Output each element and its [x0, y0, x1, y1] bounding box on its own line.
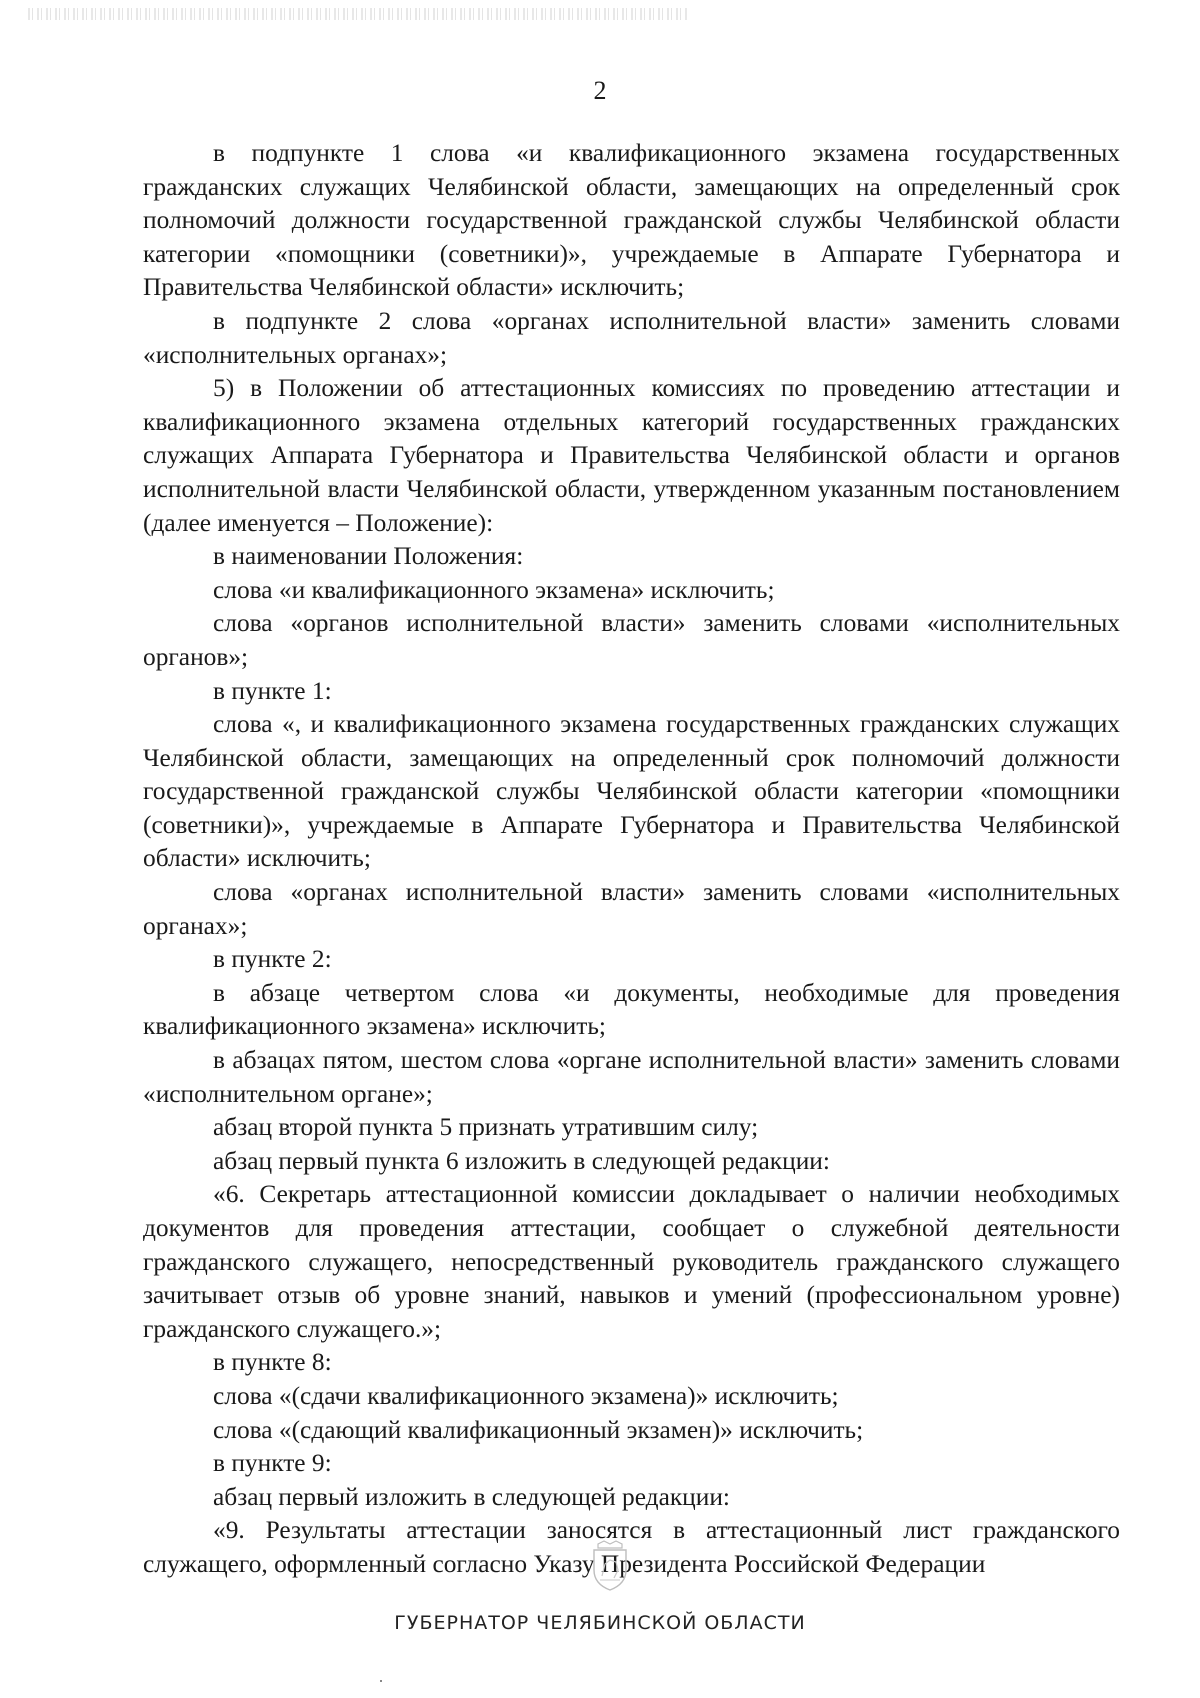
paragraph: в пункте 9:	[213, 1449, 332, 1478]
page-number: 2	[593, 76, 607, 105]
paragraph: абзац второй пункта 5 признать утратившим силу;	[213, 1113, 759, 1142]
paragraph: «6. Секретарь аттестационной комиссии докладывает о наличии необходимых документов для проведения аттестации, сообщает о служебной деятельности гражданского служащего, непосредственный руководитель гражданского служащего зачитывает отзыв об уровне знаний, навыков и умений (профессиональном уровне) гражданского служащего.»;	[143, 1180, 1120, 1343]
paragraph: «9. Результаты аттестации заносятся в аттестационный лист гражданского служащего, оформленный согласно Указу Президента Российской Федерации	[143, 1516, 1120, 1578]
paragraph: слова «органах исполнительной власти» заменить словами «исполнительных органах»;	[143, 878, 1120, 940]
coat-of-arms-icon	[590, 1540, 630, 1592]
paragraph: слова «(сдачи квалификационного экзамена)» исключить;	[213, 1381, 839, 1410]
paragraph: абзац первый изложить в следующей редакции:	[213, 1482, 730, 1511]
paragraph: 5) в Положении об аттестационных комиссиях по проведению аттестации и квалификационного экзамена отдельных категорий государственных гражданских служащих Аппарата Губернатора и Правительства Челябинской области и органов исполнительной власти Челябинской области, утвержденном указанным постановлением (далее именуется – Положение):	[143, 374, 1120, 537]
paragraph: в абзацах пятом, шестом слова «органе исполнительной власти» заменить словами «исполнительном органе»;	[143, 1046, 1120, 1108]
paragraph: в пункте 2:	[213, 945, 332, 974]
paragraph: в подпункте 2 слова «органах исполнительной власти» заменить словами «исполнительных органах»;	[143, 306, 1120, 369]
paragraph: в наименовании Положения:	[213, 542, 524, 571]
paragraph: абзац первый пункта 6 изложить в следующей редакции:	[213, 1146, 830, 1175]
paragraph: в подпункте 1 слова «и квалификационного экзамена государственных гражданских служащих Челябинской области, замещающих на определенный срок полномочий должности государственной гражданской службы Челябинской области категории «помощники (советники)», учреждаемые в Аппарате Губернатора и Правительства Челябинской области» исключить;	[143, 139, 1120, 302]
paragraph: слова «и квалификационного экзамена» исключить;	[213, 575, 775, 604]
paragraph: в пункте 1:	[213, 676, 332, 705]
footer-signature-block: ГУБЕРНАТОР ЧЕЛЯБИНСКОЙ ОБЛАСТИ	[394, 1612, 806, 1634]
paragraph: слова «(сдающий квалификационный экзамен)» исключить;	[213, 1415, 864, 1444]
paragraph: слова «органов исполнительной власти» заменить словами «исполнительных органов»;	[143, 609, 1120, 671]
paragraph: слова «, и квалификационного экзамена государственных гражданских служащих Челябинской области, замещающих на определенный срок полномочий должности государственной гражданской службы Челябинской области категории «помощники (советники)», учреждаемые в Аппарате Губернатора и Правительства Челябинской области» исключить;	[143, 710, 1120, 873]
paragraph: в абзаце четвертом слова «и документы, необходимые для проведения квалификационного экзамена» исключить;	[143, 978, 1120, 1041]
document-body	[143, 137, 1120, 1582]
scan-artifact-dot	[380, 1680, 382, 1682]
paragraph: в пункте 8:	[213, 1348, 332, 1377]
scan-artifact	[28, 8, 688, 20]
